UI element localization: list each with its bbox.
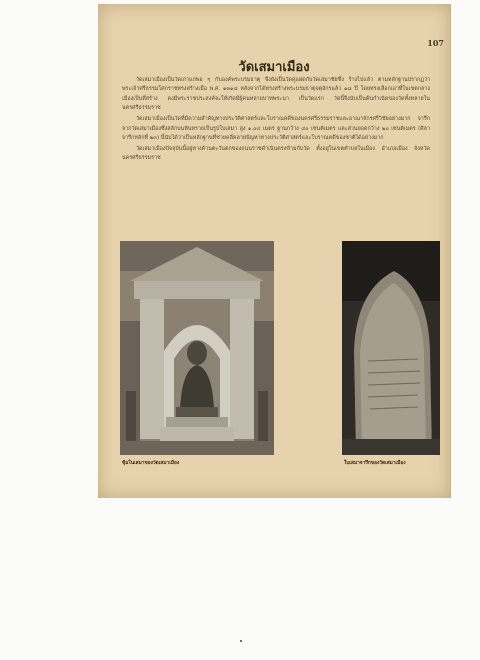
paragraph: วัดเสมาเมืองปัจจุบันนี้อยู่ทางด้านตะวันตกของถนนราชดำเนินตรงข้ามกับวัด ตั้งอยู่ในเขตตำบลในเมือง อำเภอเมือง จังหวัดนครศรีธรรมราช	[122, 145, 430, 162]
scanned-page	[98, 4, 451, 498]
page-title: วัดเสมาเมือง	[238, 60, 310, 75]
page-number: 107	[427, 38, 444, 48]
stone-inscription-photo	[342, 241, 440, 455]
shrine-illustration	[120, 241, 274, 455]
sema-stone-illustration	[342, 241, 440, 455]
right-photo-caption: ใบเสมาจารึกของวัดเสมาเมือง	[344, 460, 406, 466]
shrine-photo	[120, 241, 274, 455]
body-text	[122, 76, 430, 165]
left-photo-caption: ซุ้มในเสมาของวัดเสมาเมือง	[122, 460, 180, 466]
paragraph: วัดเสมาเมืองเป็นวัดที่มีความสำคัญทางประวัติศาสตร์และโบราณคดีของนครศรีธรรมราชและอาณาจักรศรีวิชัยอย่างมาก จารึกจากวัดเสมาเมืองซึ่งสลักบนหินทรายเป็นรูปใบเสมา สูง ๑.๐๔ เมตร ฐานกว้าง ๔๐ เซนติเมตร และส่วนยอดกว้าง ๒๐ เซนติเมตร (ศิลาจารึกหลักที่ ๒๓) นี้นับได้ว่าเป็นหลักฐานที่ช่วยคลี่คลายปัญหาทางประวัติศาสตร์และโบราณคดีของชาติได้อย่างมาก	[122, 116, 430, 141]
paragraph: วัดเสมาเมืองเป็นวัดเก่าแก่พอ ๆ กับองค์พระบรมธาตุ จึงยังเป็นวัดคู่แฝดกับวัดเสมาชัยซึ่ง ร้างไปแล้ว ตามหลักฐานปรากฏว่าพระเจ้าศรีธรรมโศกราชทรงสร้างเมื่อ พ.ศ. ๑๓๑๘ หลังจากได้ทรงสร้างพระบรมธาตุจตุจักรแล้ว ๑๘ ปี โดยทรงเลือกเอาที่ในเขตกลางเมืองเป็นที่สร้าง คงมีพระราชประสงค์จะให้เกิดมีผู้คนหลายบาทพระนา เป็นวัดแรก วัดนี้จึงนับเป็นต้นกำเนิดของวัดทั้งหลายในนครศรีธรรมราช	[122, 77, 430, 112]
scan-speck	[240, 640, 242, 642]
